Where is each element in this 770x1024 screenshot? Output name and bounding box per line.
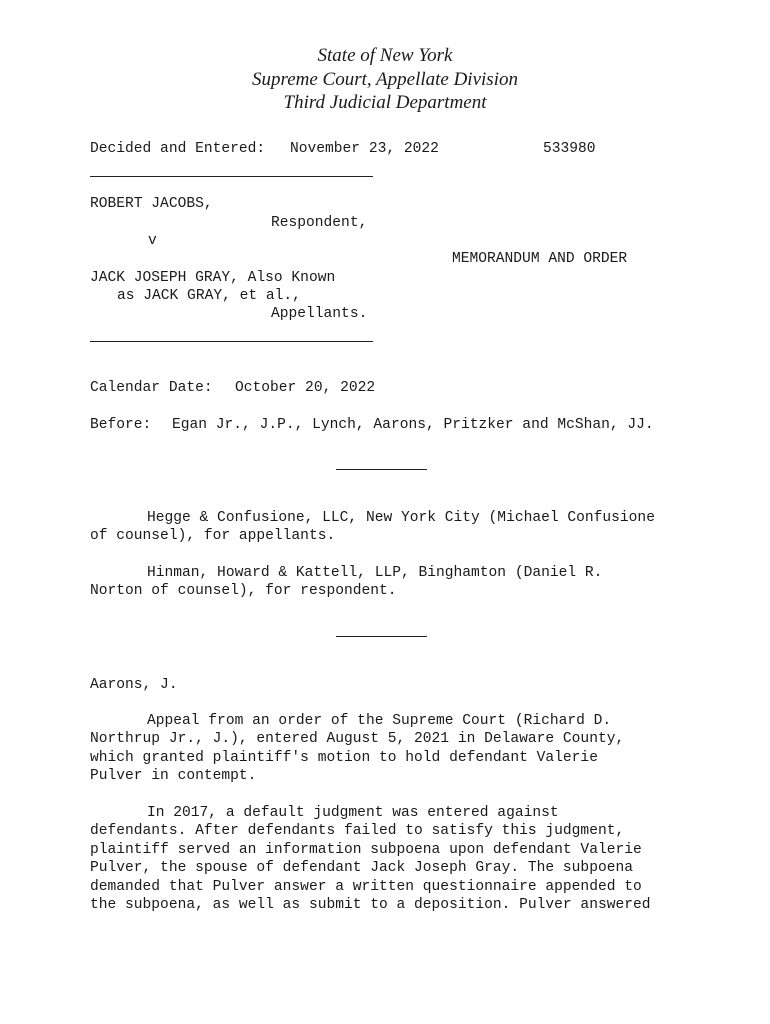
calendar-label: Calendar Date: — [90, 380, 213, 396]
body-paragraph-1 — [90, 712, 690, 786]
calendar-date: October 20, 2022 — [235, 380, 376, 396]
counsel-respondent-line-2: Norton of counsel), for respondent. — [90, 583, 397, 600]
counsel-appellants-line-1: Hegge & Confusione, LLC, New York City (Michael Confusione — [147, 510, 655, 526]
body-paragraph-1-line: Northrup Jr., J.), entered August 5, 2021 in Delaware County, — [90, 731, 625, 748]
body-paragraph-2 — [90, 804, 690, 914]
defendant-role: Appellants. — [271, 306, 368, 322]
docket-number: 533980 — [543, 141, 596, 157]
body-paragraph-2-line: defendants. After defendants failed to satisfy this judgment, — [90, 823, 625, 840]
caption-bottom-rule — [90, 341, 373, 342]
caption-top-rule — [90, 176, 373, 177]
body-paragraph-2-line: demanded that Pulver answer a written questionnaire appended to — [90, 878, 642, 895]
separator-rule-2 — [336, 636, 427, 637]
defendant-line-2: as JACK GRAY, et al., — [117, 288, 301, 304]
defendant-line-1: JACK JOSEPH GRAY, Also Known — [90, 270, 336, 286]
body-paragraph-2-line: Pulver, the spouse of defendant Jack Joseph Gray. The subpoena — [90, 860, 633, 877]
department-name: Third Judicial Department — [283, 92, 487, 113]
plaintiff-role: Respondent, — [271, 215, 368, 231]
court-name: Supreme Court, Appellate Division — [252, 68, 518, 90]
counsel-respondent — [90, 564, 690, 601]
order-type: MEMORANDUM AND ORDER — [452, 251, 628, 267]
body-paragraph-1-line: Pulver in contempt. — [90, 768, 257, 785]
versus: v — [148, 233, 157, 249]
counsel-appellants — [90, 509, 690, 546]
plaintiff-name: ROBERT JACOBS, — [90, 196, 213, 212]
before-label: Before: — [90, 417, 152, 433]
body-paragraph-1-line: which granted plaintiff's motion to hold defendant Valerie — [90, 749, 598, 766]
state-name: State of New York — [317, 45, 453, 66]
before-judges: Egan Jr., J.P., Lynch, Aarons, Pritzker and McShan, JJ. — [172, 417, 654, 433]
court-heading — [0, 44, 770, 115]
body-paragraph-2-line: In 2017, a default judgment was entered against — [147, 805, 559, 821]
counsel-appellants-line-2: of counsel), for appellants. — [90, 528, 336, 545]
separator-rule-1 — [336, 469, 427, 470]
body-paragraph-2-line: the subpoena, as well as submit to a deposition. Pulver answered — [90, 897, 651, 914]
opinion-author: Aarons, J. — [90, 677, 178, 693]
counsel-respondent-line-1: Hinman, Howard & Kattell, LLP, Binghamton (Daniel R. — [147, 565, 603, 581]
decided-date: November 23, 2022 — [290, 141, 439, 157]
decided-label: Decided and Entered: — [90, 141, 266, 157]
body-paragraph-1-line: Appeal from an order of the Supreme Court (Richard D. — [147, 713, 612, 729]
body-paragraph-2-line: plaintiff served an information subpoena upon defendant Valerie — [90, 841, 642, 858]
